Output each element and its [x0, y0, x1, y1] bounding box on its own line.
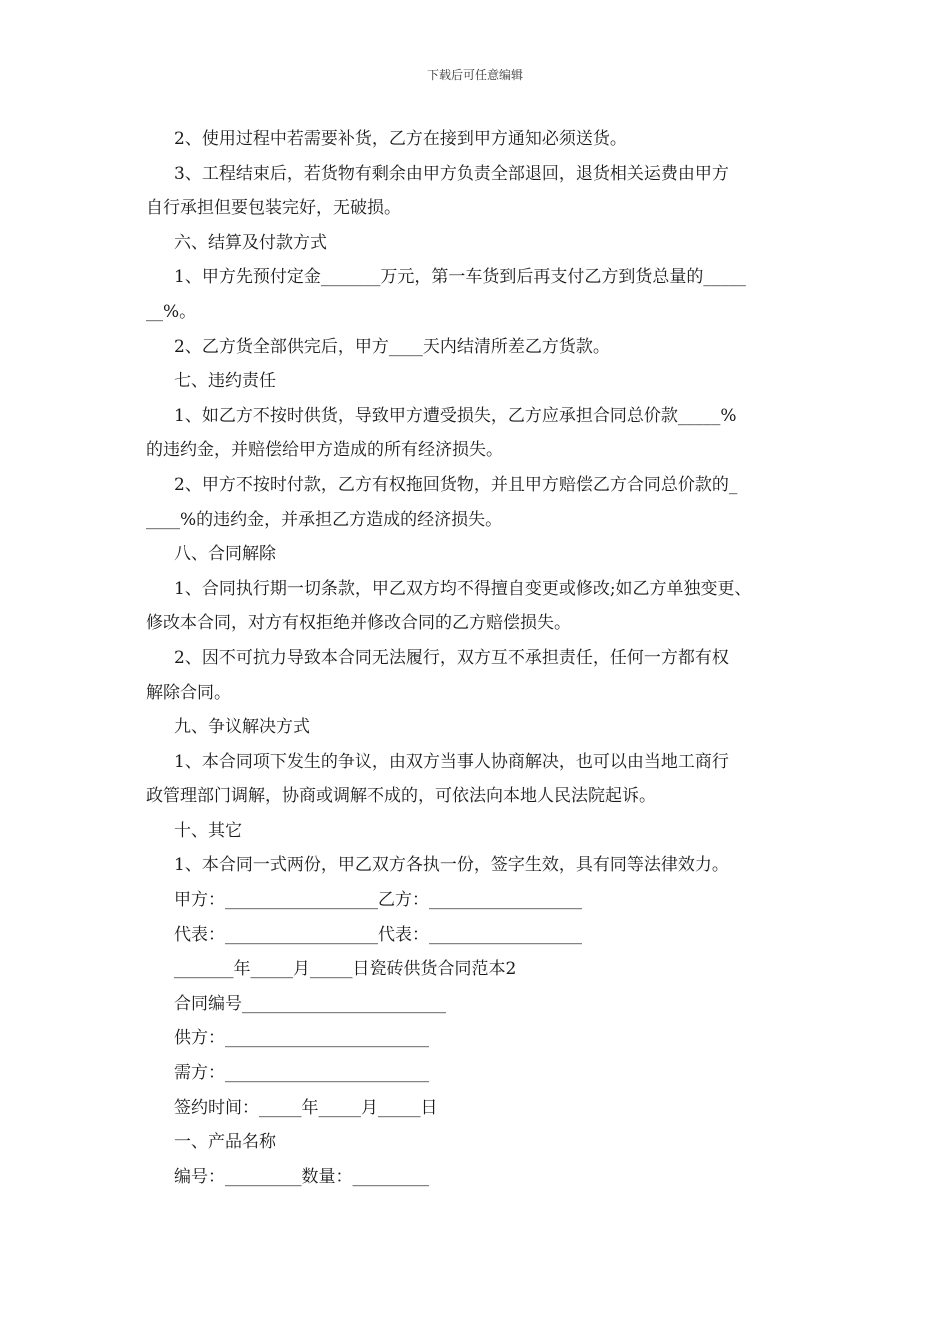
text-line: 一、产品名称 [174, 1132, 276, 1153]
text-line: _______年_____月_____日瓷砖供货合同范本2 [174, 959, 517, 980]
text-line: 八、合同解除 [174, 544, 276, 565]
text-line: 2、甲方不按时付款，乙方有权拖回货物，并且甲方赔偿乙方合同总价款的_ [174, 474, 738, 495]
text-line: 供方：________________________ [174, 1028, 429, 1049]
text-line: 2、乙方货全部供完后，甲方____天内结清所差乙方货款。 [174, 336, 610, 357]
text-line: 自行承担但要包装完好，无破损。 [146, 198, 401, 219]
text-line: 1、本合同一式两份，甲乙双方各执一份，签字生效，具有同等法律效力。 [174, 855, 729, 876]
text-line: ____%的违约金，并承担乙方造成的经济损失。 [146, 509, 503, 530]
text-line: 解除合同。 [146, 682, 231, 703]
text-line: 签约时间：_____年_____月_____日 [174, 1097, 438, 1118]
document-body [146, 122, 810, 1194]
text-line: 合同编号________________________ [174, 993, 446, 1014]
text-line: 1、如乙方不按时供货，导致甲方遭受损失，乙方应承担合同总价款_____% [174, 405, 737, 426]
text-line: 七、违约责任 [174, 371, 276, 392]
text-line: 九、争议解决方式 [174, 717, 310, 738]
text-line: 1、本合同项下发生的争议，由双方当事人协商解决，也可以由当地工商行 [174, 751, 729, 772]
text-line: 的违约金，并赔偿给甲方造成的所有经济损失。 [146, 440, 503, 461]
text-line: 1、合同执行期一切条款，甲乙双方均不得擅自变更或修改;如乙方单独变更、 [174, 578, 752, 599]
text-line: 修改本合同，对方有权拒绝并修改合同的乙方赔偿损失。 [146, 613, 571, 634]
text-line: 1、甲方先预付定金_______万元，第一车货到后再支付乙方到货总量的_____ [174, 267, 746, 288]
text-line: 十、其它 [174, 820, 242, 841]
text-line: 3、工程结束后，若货物有剩余由甲方负责全部退回，退货相关运费由甲方 [174, 163, 729, 184]
text-line: 政管理部门调解，协商或调解不成的，可依法向本地人民法院起诉。 [146, 786, 656, 807]
text-line: 2、因不可抗力导致本合同无法履行，双方互不承担责任，任何一方都有权 [174, 647, 729, 668]
text-line: 六、结算及付款方式 [174, 232, 327, 253]
text-line: 2、使用过程中若需要补货，乙方在接到甲方通知必须送货。 [174, 129, 627, 149]
text-line: 甲方：__________________乙方：__________________ [174, 890, 582, 911]
text-line: 需方：________________________ [174, 1063, 429, 1084]
page-header: 下载后可任意编辑 [426, 68, 523, 82]
text-line: __%。 [146, 301, 197, 322]
text-line: 代表：__________________代表：__________________ [174, 924, 582, 945]
text-line: 编号：_________数量：_________ [174, 1166, 429, 1187]
